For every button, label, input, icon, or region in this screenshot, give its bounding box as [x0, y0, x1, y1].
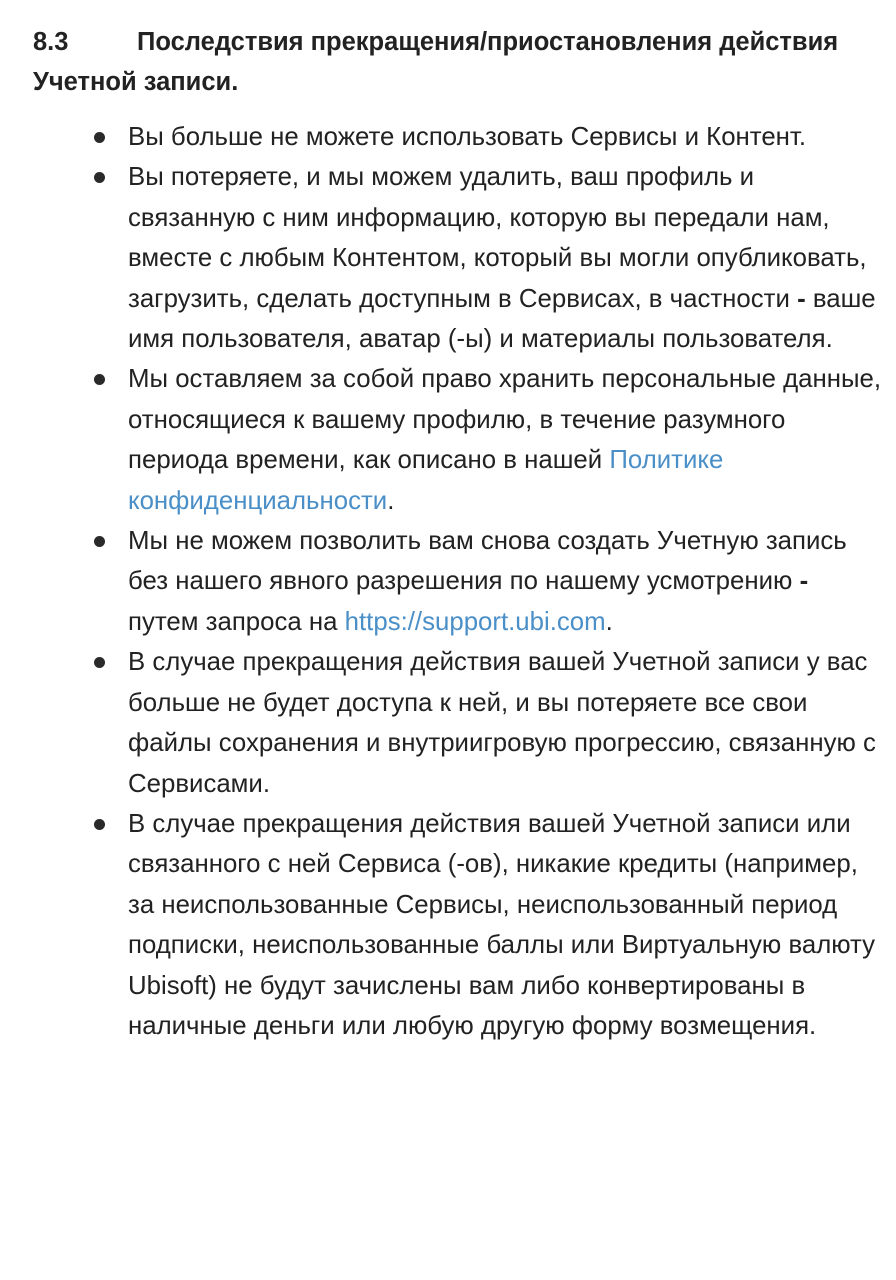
list-item [92, 521, 882, 642]
bullet-icon [94, 172, 105, 183]
section-title-period: . [231, 68, 239, 96]
list-item-text: Мы оставляем за собой право хранить персональные данные, относящиеся к вашему профилю, в течение разумного периода времени, как описано в нашей [128, 365, 882, 475]
section-heading [33, 22, 876, 102]
list-item-text: . [605, 607, 613, 636]
bullet-icon [94, 657, 105, 668]
list-item [92, 642, 882, 804]
section-title: Последствия прекращения/приостановления действия Учетной записи [33, 28, 839, 96]
section-number: 8.3 [33, 28, 69, 56]
privacy-policy-link[interactable]: Политике конфиденциальности [128, 446, 724, 515]
bullet-icon [94, 132, 105, 143]
bullet-icon [94, 374, 105, 385]
list-item [92, 804, 882, 1046]
list-item-text: Вы потеряете, и мы можем удалить, ваш профиль и связанную с ним информацию, которую вы передали нам, вместе с любым Контентом, который вы могли опубликовать, загрузить, сделать доступным в Сервисах, в частности [128, 163, 867, 313]
list-item-text: Вы больше не можете использовать Сервисы и Контент. [128, 123, 807, 151]
support-link[interactable]: https://support.ubi.com [344, 607, 606, 636]
list-item [92, 359, 882, 521]
list-item-text: ваше имя пользователя, аватар (-ы) и материалы пользователя. [128, 284, 876, 354]
dash-separator: - [799, 567, 809, 596]
bullet-icon [94, 819, 105, 830]
list-item-text: путем запроса на [128, 607, 338, 636]
list-item-text: В случае прекращения действия вашей Учетной записи у вас больше не будет доступа к ней, и вы потеряете все свои файлы сохранения и внутриигровую прогрессию, связанную с Сервисами. [128, 648, 876, 798]
dash-separator: - [797, 284, 806, 313]
list-item-text: Мы не можем позволить вам снова создать Учетную запись без нашего явного разрешения по нашему усмотрению [128, 527, 847, 596]
list-item [92, 157, 882, 359]
list-item-text: . [387, 486, 395, 515]
bullet-icon [94, 536, 105, 547]
list-item-text: В случае прекращения действия вашей Учетной записи или связанного с ней Сервиса (-ов), никакие кредиты (например, за неиспользованные Сервисы, неиспользованный период подписки, неиспользованные баллы или Виртуальную валюту Ubisoft) не будут зачислены вам либо конвертированы в наличные деньги или любую другую форму возмещения. [128, 809, 876, 1040]
consequences-list [92, 117, 882, 1046]
list-item [92, 117, 882, 157]
